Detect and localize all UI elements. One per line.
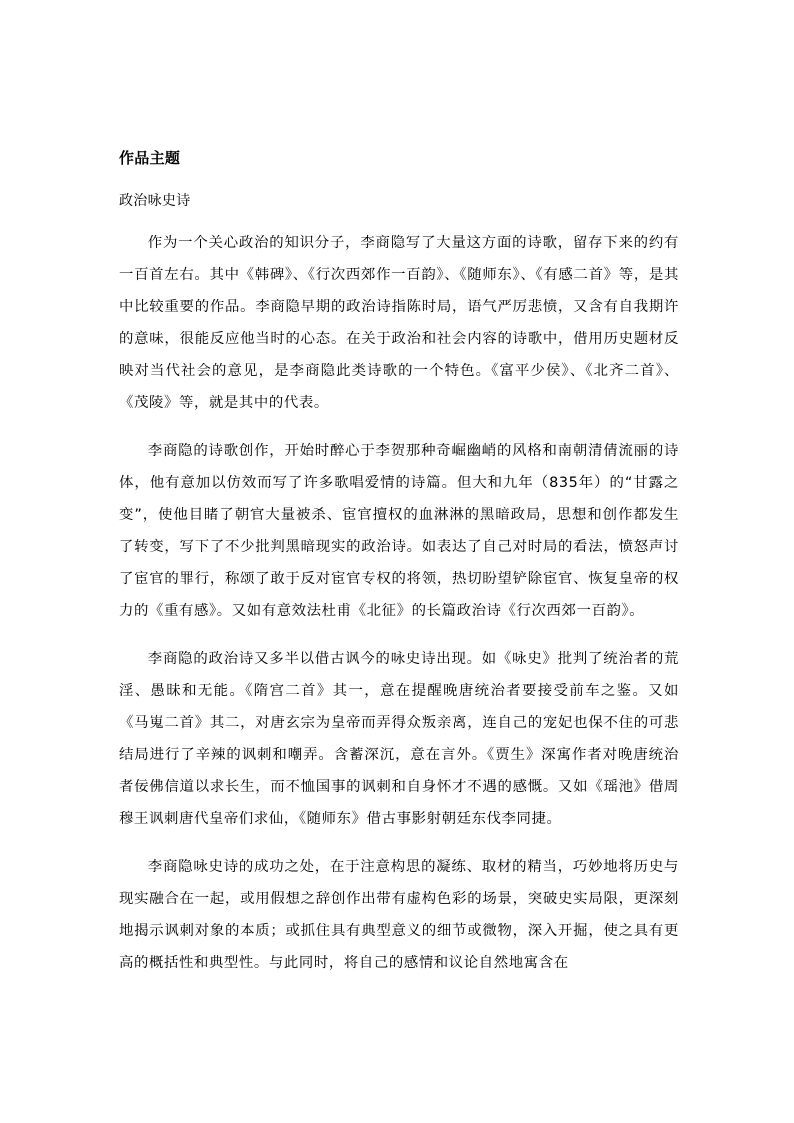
paragraph-2: 李商隐的诗歌创作，开始时醉心于李贺那种奇崛幽峭的风格和南朝清倩流丽的诗体，他有意加以仿效而写了许多歌唱爱情的诗篇。但大和九年（835年）的“甘露之变”，使他目睹了朝官大量被杀、宦官擅权的血淋淋的黑暗政局，思想和创作都发生了转变，写下了不少批判黑暗现实的政治诗。如表达了自己对时局的看法，愤怒声讨了宦官的罪行，称颂了敢于反对宦官专权的将领，热切盼望铲除宦官、恢复皇帝的权力的《重有感》。又如有意效法杜甫《北征》的长篇政治诗《行次西郊一百韵》。 bbox=[119, 443, 679, 619]
section-heading: 作品主题 bbox=[119, 149, 181, 167]
paragraph-3: 李商隐的政治诗又多半以借古讽今的咏史诗出现。如《咏史》批判了统治者的荒淫、愚昧和无能。《隋宫二首》其一，意在提醒晚唐统治者要接受前车之鉴。又如《马嵬二首》其二，对唐玄宗为皇帝而弄得众叛亲离，连自己的宠妃也保不住的可悲结局进行了辛辣的讽刺和嘲弄。含蓄深沉，意在言外。《贾生》深寓作者对晚唐统治者佞佛信道以求长生，而不恤国事的讽刺和自身怀才不遇的感慨。又如《瑶池》借周穆王讽刺唐代皇帝们求仙，《随师东》借古事影射朝廷东伐李同捷。 bbox=[119, 651, 679, 827]
document-body bbox=[119, 146, 679, 995]
section-subheading: 政治咏史诗 bbox=[119, 193, 191, 209]
paragraph-1: 作为一个关心政治的知识分子，李商隐写了大量这方面的诗歌，留存下来的约有一百首左右。其中《韩碑》、《行次西郊作一百韵》、《随师东》、《有感二首》等，是其中比较重要的作品。李商隐早期的政治诗指陈时局，语气严厉悲愤，又含有自我期许的意味，很能反应他当时的心态。在关于政治和社会内容的诗歌中，借用历史题材反映对当代社会的意见，是李商隐此类诗歌的一个特色。《富平少侯》、《北齐二首》、《茂陵》等，就是其中的代表。 bbox=[119, 235, 679, 411]
paragraph-4: 李商隐咏史诗的成功之处，在于注意构思的凝练、取材的精当，巧妙地将历史与现实融合在一起，或用假想之辞创作出带有虚构色彩的场景，突破史实局限，更深刻地揭示讽刺对象的本质；或抓住具有典型意义的细节或微物，深入开掘，使之具有更高的概括性和典型性。与此同时，将自己的感情和议论自然地寓含在 bbox=[119, 859, 679, 971]
